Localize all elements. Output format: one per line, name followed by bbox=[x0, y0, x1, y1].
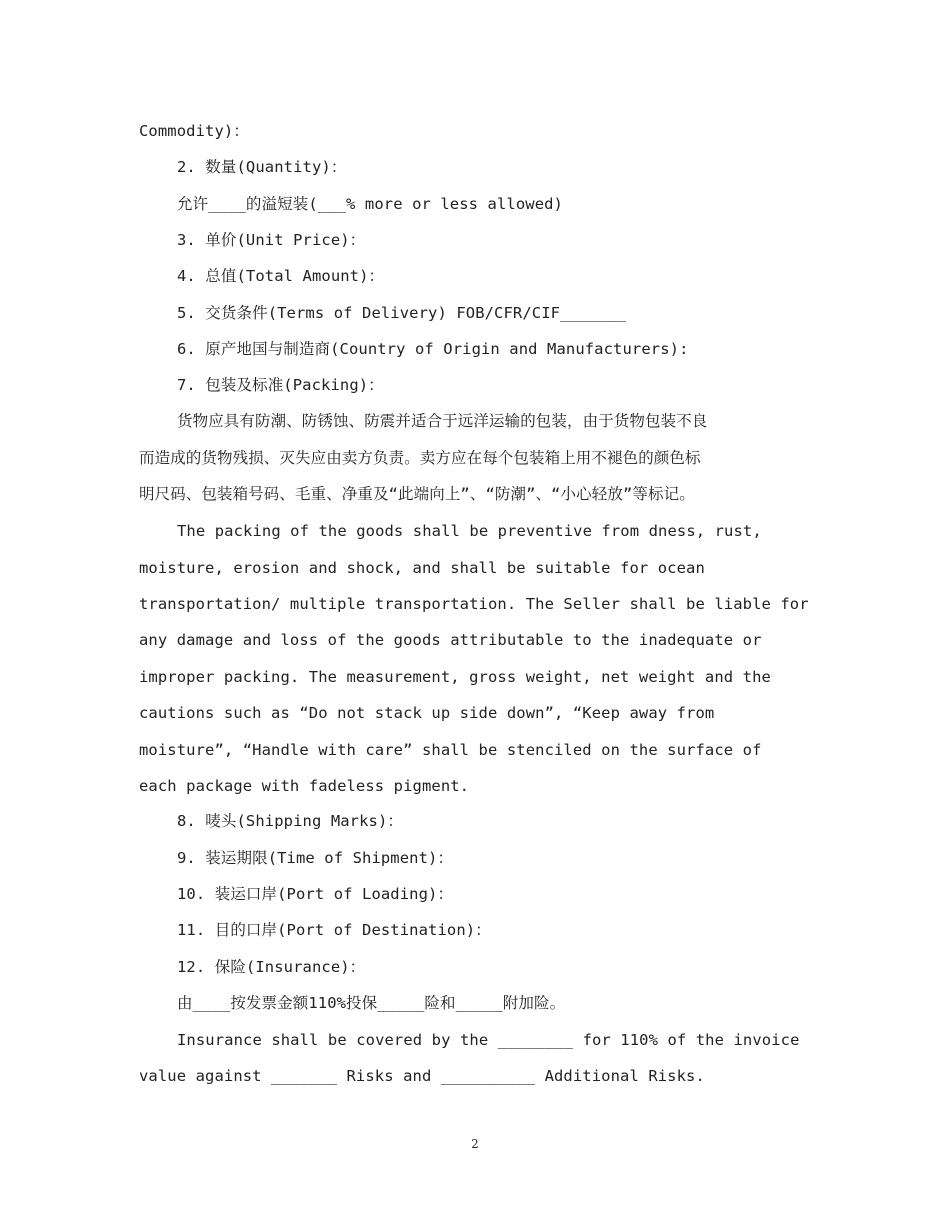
text-line: 8. 唛头(Shipping Marks)： bbox=[177, 812, 404, 830]
text-line: Insurance shall be covered by the ________ for 110% of the invoice bbox=[177, 1031, 800, 1049]
text-line: Commodity)： bbox=[139, 122, 249, 140]
text-line: 12. 保险(Insurance)： bbox=[177, 958, 366, 976]
text-line: moisture, erosion and shock, and shall be suitable for ocean bbox=[139, 559, 705, 577]
text-line: 9. 装运期限(Time of Shipment)： bbox=[177, 849, 454, 867]
text-line: 而造成的货物残损、灭失应由卖方负责。卖方应在每个包装箱上用不褪色的颜色标 bbox=[139, 449, 701, 467]
text-line: any damage and loss of the goods attributable to the inadequate or bbox=[139, 631, 762, 649]
text-line: 11. 目的口岸(Port of Destination)： bbox=[177, 921, 491, 939]
text-line: 7. 包装及标准(Packing)： bbox=[177, 376, 384, 394]
text-line: 允许____的溢短装(___% more or less allowed) bbox=[177, 195, 563, 213]
text-line: cautions such as “Do not stack up side down”, “Keep away from bbox=[139, 704, 715, 722]
text-line: 3. 单价(Unit Price)： bbox=[177, 231, 366, 249]
text-line: improper packing. The measurement, gross weight, net weight and the bbox=[139, 668, 771, 686]
text-line: 5. 交货条件(Terms of Delivery) FOB/CFR/CIF_______ bbox=[177, 304, 627, 322]
text-line: 明尺码、包装箱号码、毛重、净重及“此端向上”、“防潮”、“小心轻放”等标记。 bbox=[139, 485, 695, 503]
text-line: 4. 总值(Total Amount)： bbox=[177, 267, 385, 285]
text-line: 货物应具有防潮、防锈蚀、防震并适合于远洋运输的包装，由于货物包装不良 bbox=[177, 412, 708, 430]
text-line: 2. 数量(Quantity)： bbox=[177, 158, 347, 176]
page-number: 2 bbox=[471, 1137, 479, 1151]
text-line: transportation/ multiple transportation. The Seller shall be liable for bbox=[139, 595, 809, 613]
text-line: moisture”, “Handle with care” shall be stenciled on the surface of bbox=[139, 741, 762, 759]
text-line: each package with fadeless pigment. bbox=[139, 777, 470, 795]
text-line: The packing of the goods shall be preventive from dness, rust, bbox=[177, 522, 762, 540]
text-line: 由____按发票金额110%投保_____险和_____附加险。 bbox=[177, 994, 566, 1012]
text-line: value against _______ Risks and __________ Additional Risks. bbox=[139, 1067, 705, 1085]
text-line: 10. 装运口岸(Port of Loading)： bbox=[177, 885, 454, 903]
text-line: 6. 原产地国与制造商(Country of Origin and Manufacturers): bbox=[177, 340, 689, 358]
